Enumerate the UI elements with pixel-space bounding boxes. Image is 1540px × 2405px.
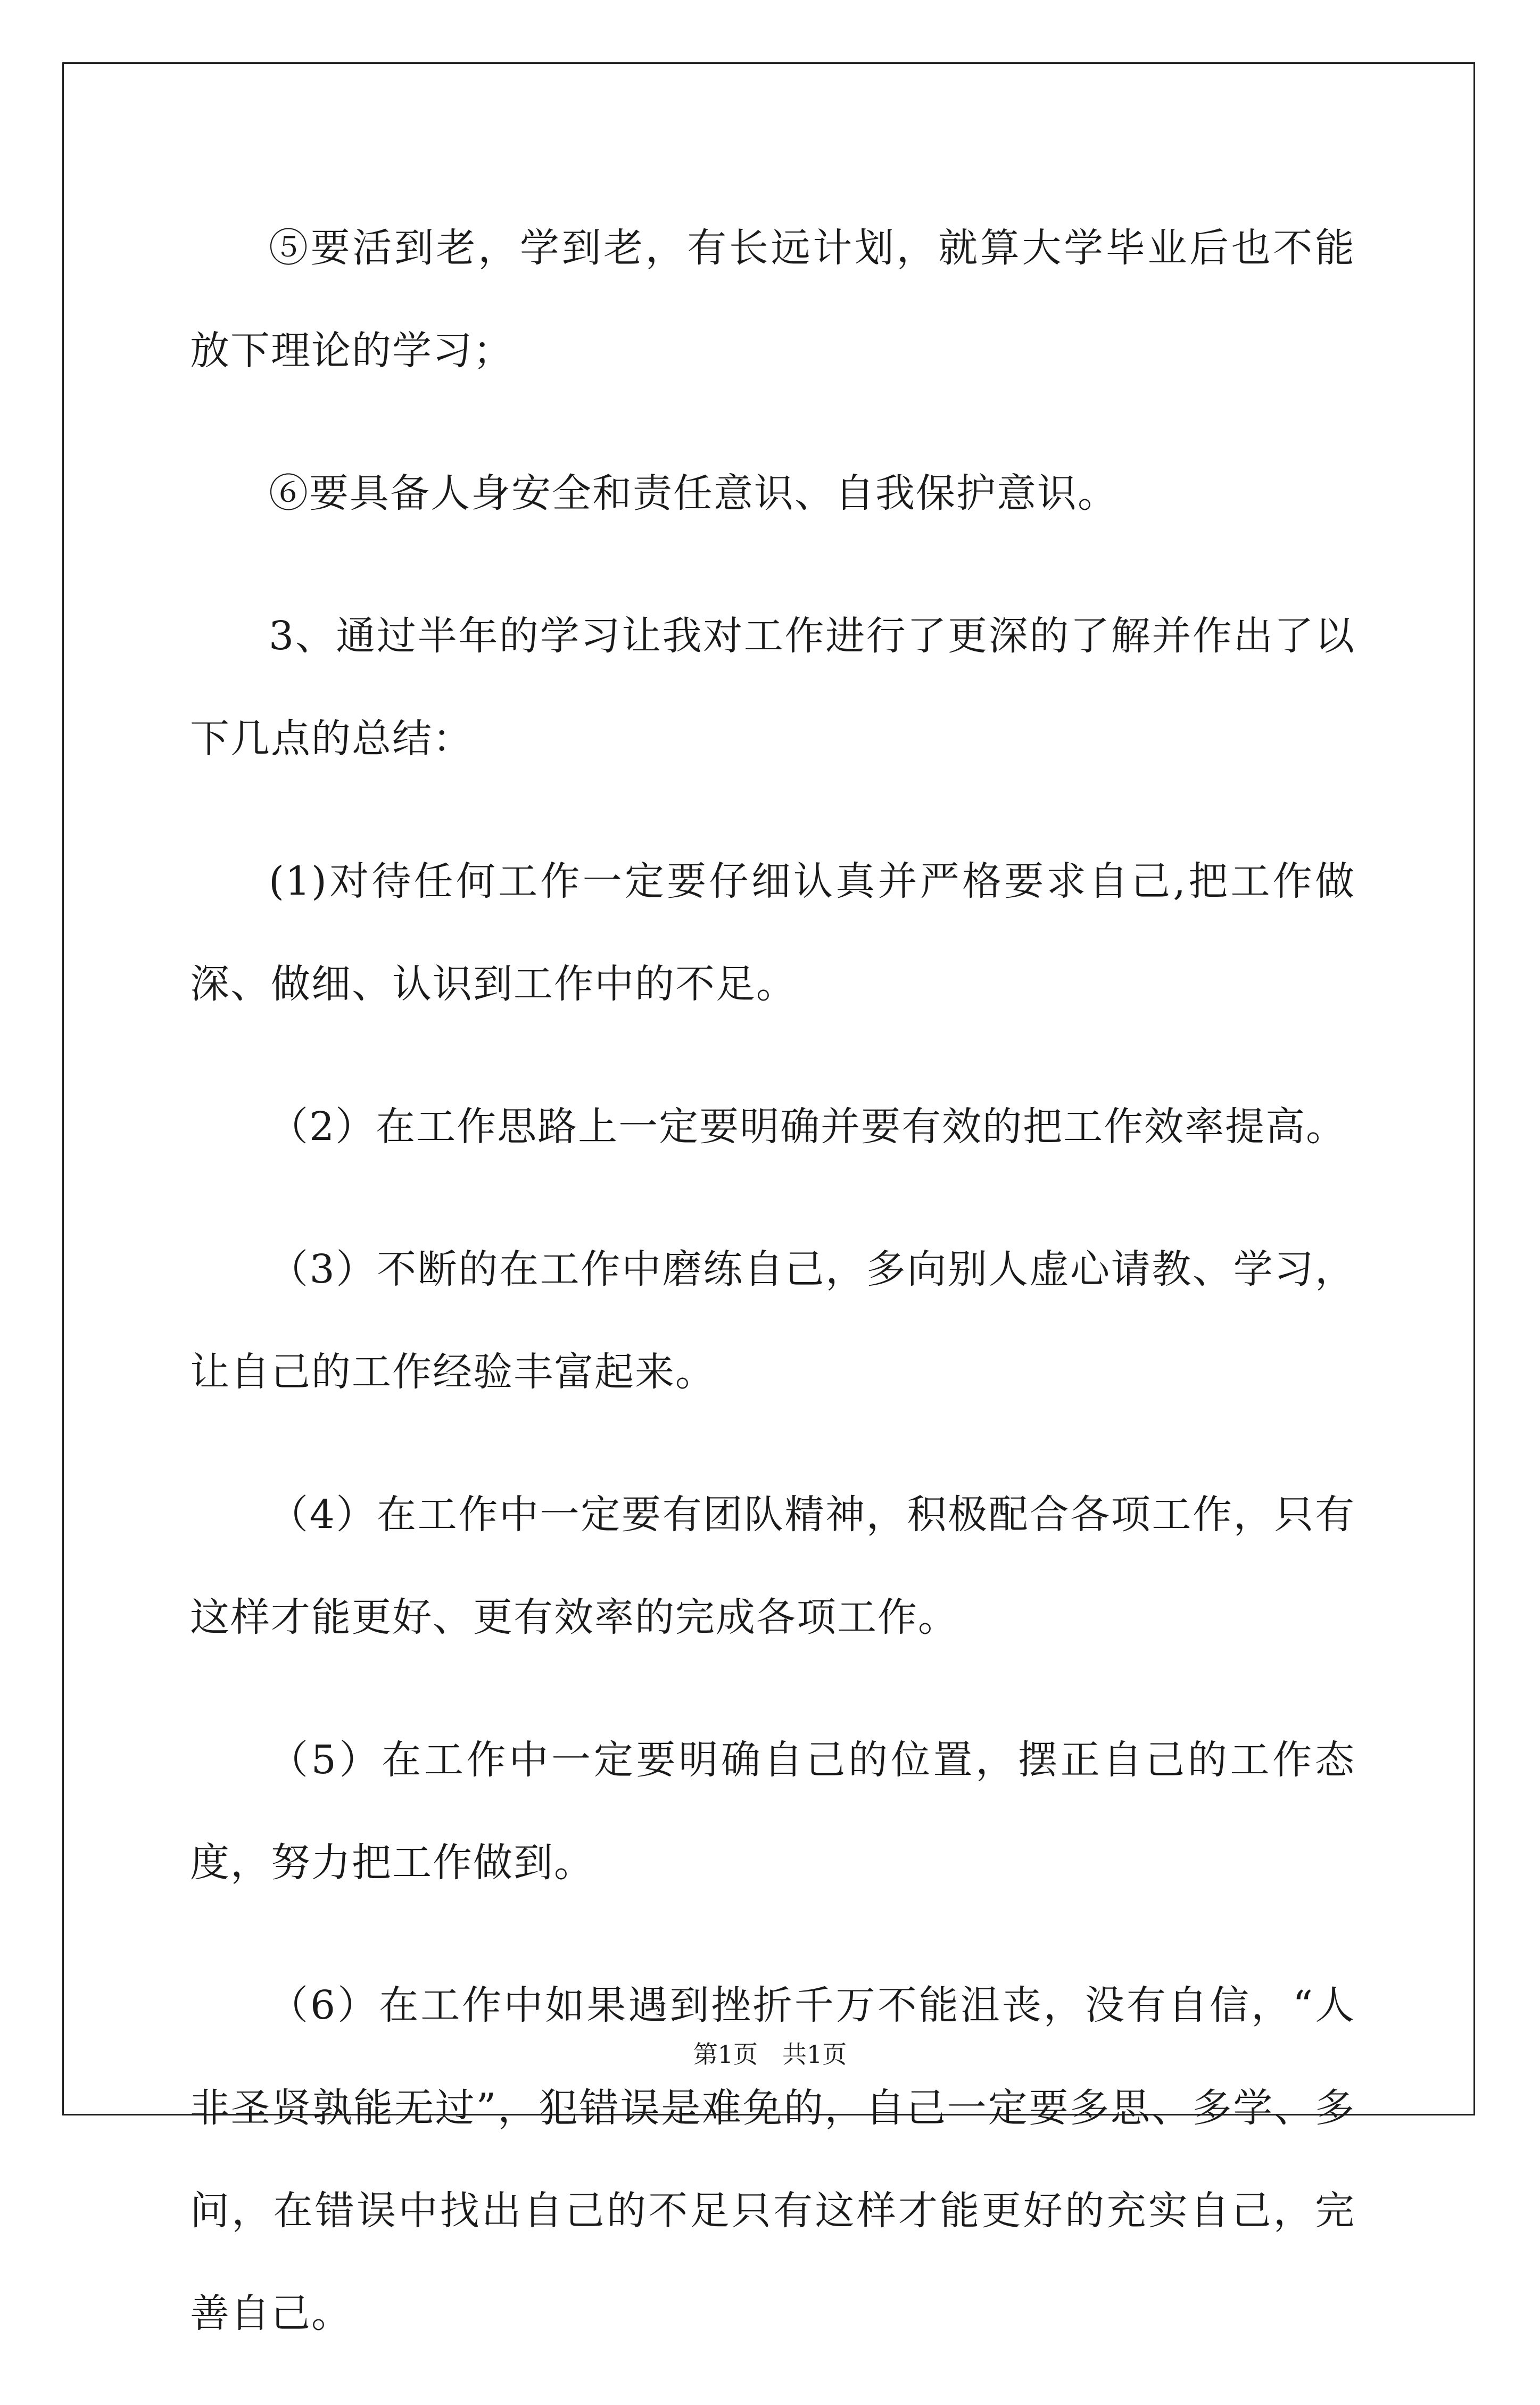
page-number-total: 共1页 — [782, 2040, 847, 2069]
paragraph-2: ⑥要具备人身安全和责任意识、自我保护意识。 — [269, 470, 1118, 516]
paragraph-5: （2）在工作思路上一定要明确并要有效的把工作效率提高。 — [269, 1104, 1347, 1150]
document-body — [190, 197, 1355, 2405]
page-number-current: 第1页 — [693, 2040, 758, 2069]
paragraph-8: （5）在工作中一定要明确自己的位置，摆正自己的工作态度，努力把工作做到。 — [190, 1737, 1355, 1886]
paragraph-6: （3）不断的在工作中磨练自己，多向别人虚心请教、学习，让自己的工作经验丰富起来。 — [190, 1246, 1355, 1395]
paragraph-1: ⑤要活到老，学到老，有长远计划，就算大学毕业后也不能放下理论的学习； — [190, 225, 1355, 374]
paragraph-3: 3、通过半年的学习让我对工作进行了更深的了解并作出了以下几点的总结： — [190, 613, 1355, 762]
paragraph-9: （6）在工作中如果遇到挫折千万不能沮丧，没有自信，“人非圣贤孰能无过”，犯错误是难免的，自己一定要多思、多学、多问，在错误中找出自己的不足只有这样才能更好的充实自己，完善自己。 — [190, 1982, 1355, 2336]
paragraph-4: (1)对待任何工作一定要仔细认真并严格要求自己,把工作做深、做细、认识到工作中的不足。 — [190, 858, 1355, 1007]
paragraph-7: （4）在工作中一定要有团队精神，积极配合各项工作，只有这样才能更好、更有效率的完成各项工作。 — [190, 1492, 1355, 1640]
page-footer — [0, 2038, 1540, 2070]
